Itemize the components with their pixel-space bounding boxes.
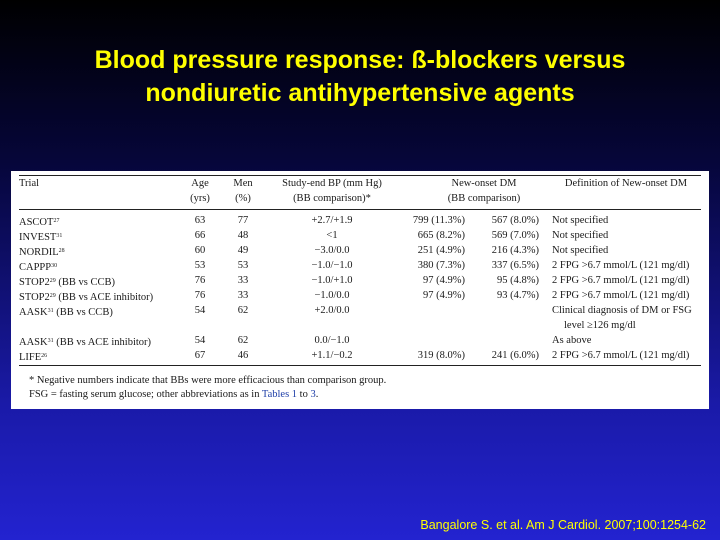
age-cell: 76 [194,275,206,286]
definition-cell-cont: level ≥126 mg/dl [564,320,636,331]
dm-bb-cell: 97 (4.9%) [423,275,465,286]
men-cell: 53 [237,260,249,271]
footnote-abbreviations [29,388,318,402]
trial-name: STOP2 [19,277,50,288]
header-trial: Trial [19,178,40,189]
trial-cell [19,289,153,305]
dm-comparison-cell: 95 (4.8%) [497,275,539,286]
bp-cell: +1.1/−0.2 [311,350,353,361]
citation: Bangalore S. et al. Am J Cardiol. 2007;100:1254-62 [420,518,706,532]
trial-name: ASCOT [19,217,54,228]
definition-cell: Clinical diagnosis of DM or FSG [552,305,692,316]
trial-comparison: (BB vs CCB) [55,277,115,288]
bp-cell: −1.0/−1.0 [311,260,353,271]
trial-cell [19,274,115,290]
definition-cell: As above [552,335,592,346]
trial-cell [19,334,151,350]
table-top-rule [19,175,701,176]
header-age-unit: (yrs) [190,193,210,204]
definition-cell: 2 FPG >6.7 mmol/L (121 mg/dl) [552,260,690,271]
trial-name: LIFE [19,352,42,363]
men-cell: 62 [237,305,249,316]
definition-cell: Not specified [552,230,609,241]
age-cell: 76 [194,290,206,301]
reference-number: 28 [58,248,65,254]
tables-link-3[interactable]: 3 [310,389,316,400]
men-cell: 33 [237,290,249,301]
age-cell: 63 [194,215,206,226]
dm-comparison-cell: 337 (6.5%) [491,260,539,271]
bp-cell: −1.0/+1.0 [311,275,353,286]
bp-cell: +2.7/+1.9 [311,215,353,226]
header-definition: Definition of New-onset DM [564,178,688,189]
bp-cell: −1.0/0.0 [314,290,350,301]
men-cell: 48 [237,230,249,241]
trial-cell [19,229,62,245]
trial-cell [19,259,57,275]
header-men: Men [233,178,253,189]
bp-cell: <1 [326,230,338,241]
reference-number: 26 [41,353,48,359]
footnote-to-text: to [297,389,311,400]
men-cell: 33 [237,275,249,286]
age-cell: 53 [194,260,206,271]
dm-bb-cell: 665 (8.2%) [417,230,465,241]
trial-cell [19,304,113,320]
definition-cell: 2 FPG >6.7 mmol/L (121 mg/dl) [552,350,690,361]
dm-bb-cell: 380 (7.3%) [417,260,465,271]
dm-comparison-cell: 216 (4.3%) [491,245,539,256]
footnote-negative: * Negative numbers indicate that BBs were more efficacious than comparison group. [29,375,387,386]
bp-cell: −3.0/0.0 [314,245,350,256]
age-cell: 54 [194,335,206,346]
men-cell: 49 [237,245,249,256]
footnote-period: . [315,389,319,400]
definition-cell: Not specified [552,215,609,226]
trial-name: STOP2 [19,292,50,303]
definition-cell: Not specified [552,245,609,256]
trial-name: CAPPP [19,262,52,273]
header-dm: New-onset DM [451,178,517,189]
dm-comparison-cell: 569 (7.0%) [491,230,539,241]
reference-number: 30 [51,263,58,269]
trial-cell [19,349,47,365]
trial-comparison: (BB vs CCB) [53,307,113,318]
reference-number: 31 [47,338,54,344]
dm-comparison-cell: 241 (6.0%) [491,350,539,361]
trial-name: AASK [19,337,48,348]
dm-bb-cell: 97 (4.9%) [423,290,465,301]
header-bp: Study-end BP (mm Hg) [282,178,382,189]
reference-number: 27 [53,218,60,224]
tables-link-1[interactable]: Tables 1 [261,389,298,400]
definition-cell: 2 FPG >6.7 mmol/L (121 mg/dl) [552,290,690,301]
trial-name: AASK [19,307,48,318]
age-cell: 60 [194,245,206,256]
header-bp-sub: (BB comparison)* [293,193,371,204]
trial-comparison: (BB vs ACE inhibitor) [55,292,154,303]
age-cell: 54 [194,305,206,316]
trial-comparison: (BB vs ACE inhibitor) [53,337,152,348]
men-cell: 62 [237,335,249,346]
slide-title-line-2: nondiuretic antihypertensive agents [145,79,575,107]
dm-bb-cell: 799 (11.3%) [412,215,465,226]
table-bottom-rule [19,365,701,366]
trial-cell [19,244,65,260]
bp-cell: 0.0/−1.0 [314,335,350,346]
reference-number: 31 [47,308,54,314]
bp-cell: +2.0/0.0 [314,305,350,316]
dm-comparison-cell: 567 (8.0%) [491,215,539,226]
trial-name: NORDIL [19,247,59,258]
header-age: Age [191,178,209,189]
men-cell: 77 [237,215,249,226]
data-table [11,171,709,409]
header-dm-sub: (BB comparison) [447,193,521,204]
trial-name: INVEST [19,232,57,243]
slide-title-line-1: Blood pressure response: ß-blockers versus [94,46,626,74]
slide-title [0,44,720,110]
definition-cell: 2 FPG >6.7 mmol/L (121 mg/dl) [552,275,690,286]
trial-cell [19,214,59,230]
age-cell: 66 [194,230,206,241]
header-men-unit: (%) [235,193,251,204]
header-bottom-rule [19,209,701,210]
reference-number: 31 [56,233,63,239]
reference-number: 29 [49,293,56,299]
men-cell: 46 [237,350,249,361]
age-cell: 67 [194,350,206,361]
footnote-abbrev-text: FSG = fasting serum glucose; other abbreviations as in [29,389,262,400]
dm-bb-cell: 251 (4.9%) [417,245,465,256]
dm-comparison-cell: 93 (4.7%) [497,290,539,301]
dm-bb-cell: 319 (8.0%) [417,350,465,361]
reference-number: 29 [49,278,56,284]
